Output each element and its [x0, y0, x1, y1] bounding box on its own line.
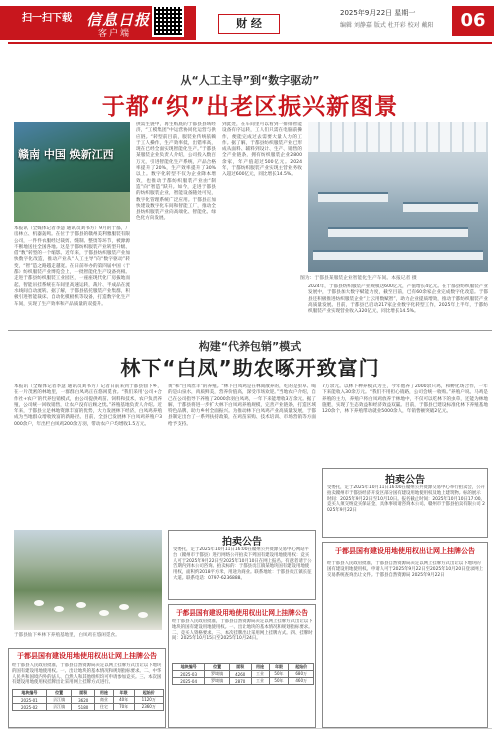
article1-column-2: 供需生链中，再生纸底的于都县县域经济，“工模集团”中运营协同化运营与供应链。“转型前目前，服装业传统依赖于工人操作，生产效率低，出错率高，现在已经全面实现智能化生产。”于都县某服装企业负责人介绍，公司投入数百万元，引进智能化生产系统，产品合格率提升了20%，生产效率提升了30%以上。数字化转型不仅为企业降本增效，也推动于都纺织服装产业由“制造”向“智造”跃升。如今，走进于都县的纺织服装企业，智能设备随处可见，数字化管理系统广泛应用。于都县正加快建设数字化车间和智能工厂，推动全县纺织服装产业向高端化、智能化、绿色化方向发展。 — [136, 122, 216, 222]
table-cell: 460万 — [289, 678, 314, 685]
table-header-cell: 地块编号 — [173, 664, 205, 671]
qr-code-icon[interactable] — [152, 5, 184, 37]
article2-column-2: 黄”和“白凤丝羊”的养殖。“林下白凤鸡是在林间散养的，吃的是虫草、喝的是山泉水，肉质鲜美，营养价值高，深受市场欢迎。”当地农户介绍，自己在公司指导下养殖了2000余羽白凤鸡，一年下来能增收3万余元。据了解，于都县将进一步扩大林下白凤鸡养殖规模，完善产业链条，打造区域特色品牌，助力乡村全面振兴。为推动林下白凤鸡产业高质量发展，于都县制定出台了一系列扶持政策，在鸡苗采购、技术培训、市场营销等方面给予支持。 — [168, 384, 316, 427]
poultry-bird — [119, 604, 129, 610]
table-cell: 罗坳镇 — [205, 678, 230, 685]
article2-kicker: 构建“代养包销”模式 — [198, 340, 302, 353]
masthead-rule — [8, 42, 492, 44]
table-header-cell: 年限 — [113, 690, 134, 697]
auction-notice-2-body: 受委托，定于2025年10月11日16:00在赣州公共资源交易中心举行拍卖会，公开拍卖赣州市于都县经济开发区部分国有建设用地使用权及地上建筑物。标的展示时间：2025年9月22日至10月10日。报名截止时间：2025年10月10日17:00。竞买人须交纳竞买保证金，具体事项请咨询本公司。赣州市于都县拍卖有限公司 2025年9月22日 — [327, 485, 485, 514]
campaign-photo — [14, 122, 130, 222]
machine-row — [318, 192, 388, 202]
article2-column-1: 本报讯（全媒体记者李慧 通讯员刘书方）记者日前来到于都县仙下乡，在一片茂密的林地里，一群群白凤鸡正在悠闲觅食。“我们采用‘公司+合作社+农户’的代养包销模式，由公司提供鸡苗、饲料和技术，农户负责养殖，公司统一回收销售，让农户没有后顾之忧。”养殖基地负责人介绍。近年来，于都县立足林地资源丰富的优势，大力发展林下经济，白凤鸡养殖成为当地群众增收致富的新路径。目前，全县已发展林下白凤鸡养殖户3000余户，年出栏白凤鸡200余万羽，带动农户户均增收1.5万元。 — [14, 384, 162, 427]
poultry-bird — [138, 612, 148, 618]
land-notice-1-title: 于都县国有建设用地使用权出让网上挂牌公告 — [17, 652, 157, 660]
table-cell: 2025-01 — [13, 697, 47, 704]
table-header-cell: 用途 — [251, 664, 269, 671]
article1-kicker: 从“人工主导”到“数字驱动” — [180, 74, 320, 87]
table-row — [13, 704, 164, 711]
table-header-cell: 位置 — [46, 690, 72, 697]
article1-column-4: 2024年，于都县纺织服装产业规模达600亿元，产值增长4亿元。在于都县纺织服装产业发展中，于都县加大数字赋能力度，截至目前，已有60余家企业完成数字化改造。于都县还积极推进纺织服装企业“上云用数赋智”，助力企业提质增效，推动于都纺织服装产业高质量发展。目前，于都县已启动217家企业数字化转型工作，2025年上半年，于都纺织服装产业实现营业收入320亿元，同比增长14.5%。 — [308, 284, 488, 315]
table-cell: 2025-03 — [173, 671, 205, 678]
table-header-row — [13, 690, 164, 697]
table-cell: 贡江镇 — [46, 704, 72, 711]
machine-row — [313, 250, 483, 260]
article1-headline: 于都“织”出老区振兴新图景 — [101, 94, 399, 120]
table-cell: 70年 — [113, 704, 134, 711]
table-cell: 4260 — [229, 671, 251, 678]
article1-column-1: 本报讯（全媒体记者李慧 通讯员刘书方）9月的于都，厂房林立、机器轰鸣。在位于于都县的赣州美利雅服装有限公司，一件件衣服经过裁剪、缝制、整烫等环节，被源源不断地送往全国各地。这是于都纺织服装产业转型升级、借“数”转型的一个缩影。近年来，于都县纺织服装产业加快数字化改造，推动产业从“人工主导”向“数字驱动”转变，“智”造之路越走越宽。在日前举办的第四届中国（于都）纺织服装产业博览会上，一批智能化生产设备亮相。走进于都县纺织服装工业园区，一座座现代化厂房拔地而起，智能吊挂系统在车间里高速运转，裁片、半成品在流水线间自动流转。据了解，于都县依托服装产业集群，积极引进智能裁床、自动化模板机等设备，打造数字化生产车间，实现了生产效率和产品质量的双提升。 — [14, 226, 130, 307]
table-cell: 3620 — [72, 697, 95, 704]
auction-notice-1-title: 拍卖公告 — [222, 537, 262, 548]
land-notice-2-table — [172, 663, 314, 685]
land-notice-3-body: 经于都县人民政府批准，于都县自然资源局决定以网上挂牌方式出让以下地块的国有建设用地使用权。申请人可于2025年9月22日至2025年10月20日登录网上交易系统查询出让文件。于都县自然资源局 2025年9月22日 — [327, 561, 484, 578]
table-cell: 工业 — [251, 678, 269, 685]
table-header-cell: 位置 — [205, 664, 230, 671]
page-bottom-rule — [8, 728, 492, 729]
factory-photo-caption: 图为：于都县某服装企业智能化生产车间。本报记者 摄 — [300, 276, 417, 281]
table-header-cell: 起始价 — [134, 690, 163, 697]
poultry-bird — [34, 600, 44, 606]
auction-notice-1-body: 受委托，定于2025年10月11日16:00在赣州公共资源交易中心网站平台（赣州市于都县）进行网络公开拍卖下列国有建设用地使用权：竞买人可于2025年9月22日至2025年10月10日在网上报名。有意者请于公告期内到本公司咨询。拍卖标的：于都县贡江镇某地块国有建设用地使用权，面积约2018平方米，用途为商业。联系地址：于都县贡江镇长征大道。联系电话：0797-6236888。 — [173, 547, 312, 581]
land-notice-2 — [168, 604, 316, 728]
table-row — [13, 697, 164, 704]
land-notice-2-title: 于都县国有建设用地使用权出让网上挂牌公告 — [176, 609, 308, 617]
section-divider — [8, 330, 492, 331]
article2-headline: 林下“白凤”助农啄开致富门 — [120, 356, 380, 380]
poultry-photo — [14, 530, 162, 630]
table-row — [173, 678, 314, 685]
table-cell: 商业 — [95, 697, 114, 704]
land-notice-3 — [322, 542, 488, 728]
poultry-photo-caption: 于都县仙下乡林下养殖基地里，白凤鸡在悠闲觅食。 — [14, 633, 120, 638]
table-cell: 2360万 — [134, 704, 163, 711]
table-header-cell: 年限 — [269, 664, 289, 671]
table-cell: 2870 — [229, 678, 251, 685]
land-notice-1-table — [12, 689, 164, 711]
table-cell: 工业 — [251, 671, 269, 678]
auction-notice-1 — [168, 530, 316, 600]
page-number: 06 — [452, 6, 494, 36]
land-notice-1-body: 经于都县人民政府批准，于都县自然资源局决定以网上挂牌方式出让以下地块的国有建设用地使用权。一、出让地块的基本情况和规划指标要求。二、中华人民共和国境内外的法人、自然人和其他组织均可申请参加竞买。三、本次国有建设用地使用权挂牌出让采用网上挂牌方式进行。 — [12, 663, 162, 686]
article2-column-3: 7万余元。以林下种养模式为主，今年他养了2000余只鸡，和孵化场合作，一年下来能收入30余万元。“我们不用担心销路，公司会统一收购。”养殖户说。马鸡是养殖的主力，养殖户将白凤鸡放养于林地中，不仅可以吃林下的虫草，还能为林地施肥，实现了生态效益和经济效益双赢。目前，于都县已建设标准化林下养殖基地120余个，林下养殖带动就业5000余人，年销售额突破2亿元。 — [322, 384, 488, 415]
table-cell: 5180 — [72, 704, 95, 711]
client-label: 客户端 — [98, 29, 132, 39]
newspaper-logo: 信息日报 — [86, 11, 151, 29]
table-cell: 680万 — [289, 671, 314, 678]
land-notice-3-title: 于都县国有建设用地使用权出让网上挂牌公告 — [335, 547, 475, 555]
article1-column-3: 到此处，在车间里可以看到一排排智能设备有序运转，工人们只需在电脑前操作，便能完成过去需要大量人力的工作。据了解，于都县纺织服装产业已形成从面料、辅料到设计、生产、销售的全产业链条，拥有纺织服装企业2800余家，年产值超过500亿元。2024年，于都纺织服装产业实现主营业务收入超过600亿元，同比增长14.5%。 — [222, 122, 302, 178]
photo-landscape — [14, 192, 130, 222]
poultry-bird — [99, 610, 109, 616]
scan-download-label: 扫一扫下载 — [22, 13, 72, 24]
auction-notice-2-title: 拍卖公告 — [385, 475, 425, 486]
poultry-bird — [54, 606, 64, 612]
table-header-row — [173, 664, 314, 671]
land-notice-2-body: 经于都县人民政府批准，于都县自然资源局决定以网上挂牌方式出让以下地块的国有建设用地使用权。一、出让地块的基本情况和规划指标要求。二、竞买人资格要求。三、本次挂牌出让采用网上挂牌方式。四、挂牌时间：2025年10月15日至2025年10月24日。 — [172, 619, 313, 642]
table-header-cell: 地块编号 — [13, 690, 47, 697]
machine-row — [403, 202, 478, 212]
masthead — [0, 0, 500, 44]
table-header-cell: 起始价 — [289, 664, 314, 671]
factory-photo — [308, 122, 488, 272]
table-cell: 50年 — [269, 671, 289, 678]
table-header-cell: 用途 — [95, 690, 114, 697]
table-cell: 住宅 — [95, 704, 114, 711]
auction-notice-2 — [322, 468, 488, 538]
section-tag: 财 经 — [218, 14, 280, 34]
table-cell: 2025-04 — [173, 678, 205, 685]
table-header-cell: 面积 — [229, 664, 251, 671]
table-cell: 罗坳镇 — [205, 671, 230, 678]
land-notice-1 — [8, 648, 166, 728]
table-cell: 1120万 — [134, 697, 163, 704]
poultry-bird — [76, 602, 86, 608]
table-cell: 40年 — [113, 697, 134, 704]
issue-date: 2025年9月22日 星期一 — [340, 9, 416, 17]
table-header-cell: 面积 — [72, 690, 95, 697]
table-cell: 贡江镇 — [46, 697, 72, 704]
table-cell: 2025-02 — [13, 704, 47, 711]
campaign-photo-caption: 赣南 中国 焕新江西 — [18, 148, 114, 161]
editor-credits: 编辑 刘静嘉 版式 杜开彩 校对 戴阳 — [340, 22, 434, 29]
table-cell: 50年 — [269, 678, 289, 685]
machine-row — [328, 227, 468, 237]
table-row — [173, 671, 314, 678]
factory-ceiling — [308, 122, 488, 152]
